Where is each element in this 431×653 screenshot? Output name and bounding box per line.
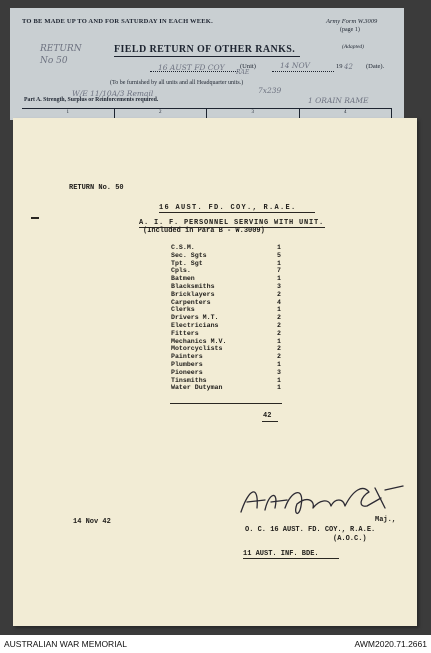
form-adapted-label: (Adapted) — [342, 44, 364, 50]
trade-count: 2 — [277, 329, 281, 337]
unit-label: (Unit) — [240, 63, 256, 70]
total-underline — [262, 421, 278, 422]
trade-count: 5 — [277, 251, 281, 259]
column-number: 2 — [115, 109, 208, 120]
trade-name: Sec. Sgts — [171, 251, 207, 259]
handwritten-unit: 16 AUST FD COY — [158, 63, 225, 72]
roster-row — [171, 260, 281, 268]
column-number: 4 — [300, 109, 393, 120]
trade-name: Pioneers — [171, 368, 203, 376]
roster-row — [171, 361, 281, 369]
form-page-number: (page 1) — [340, 27, 360, 33]
archive-footer — [0, 635, 431, 653]
trade-count: 1 — [277, 275, 281, 283]
trade-name: Blacksmiths — [171, 282, 215, 290]
handwritten-rae: RAE — [236, 69, 250, 76]
roster-row — [171, 330, 281, 338]
unit-heading-underline — [159, 212, 315, 213]
officer-commanding: O. C. 16 AUST. FD. COY., R.A.E. — [245, 526, 376, 534]
trade-name: Tinsmiths — [171, 376, 207, 384]
aoc-label: (A.O.C.) — [333, 535, 367, 543]
form-title-underline — [114, 56, 300, 57]
return-date: 14 Nov 42 — [73, 518, 111, 526]
roster-row — [171, 353, 281, 361]
roster-row — [171, 244, 281, 252]
date-dotted-line — [272, 71, 334, 72]
trade-count: 1 — [277, 244, 281, 251]
trade-count: 4 — [277, 298, 281, 306]
date-label: (Date). — [366, 63, 385, 70]
handwritten-reference: W/E 11/10A/3 Remail — [72, 89, 154, 98]
trade-count: 3 — [277, 282, 281, 290]
trade-name: Batmen — [171, 275, 195, 283]
trade-count: 1 — [277, 337, 281, 345]
institution-name: AUSTRALIAN WAR MEMORIAL — [4, 639, 127, 649]
trade-name: Cpls. — [171, 267, 191, 275]
roster-row — [171, 384, 281, 392]
return-number: RETURN No. 50 — [69, 184, 124, 192]
roster-row — [171, 299, 281, 307]
unit-heading: 16 AUST. FD. COY., R.A.E. — [159, 204, 297, 212]
trade-name: Clerks — [171, 306, 195, 314]
trade-name: Motorcyclists — [171, 345, 223, 353]
trade-name: Water Dutyman — [171, 384, 223, 392]
roster-row — [171, 377, 281, 385]
army-form-number: Army Form W.3009 — [326, 18, 378, 25]
trade-name: Fitters — [171, 329, 199, 337]
roster-row — [171, 322, 281, 330]
roster-row — [171, 291, 281, 299]
roster-row — [171, 283, 281, 291]
roster-total: 42 — [263, 412, 272, 420]
brigade-underline — [243, 558, 339, 559]
roster-row — [171, 275, 281, 283]
trade-name: Painters — [171, 353, 203, 361]
trade-count: 1 — [277, 259, 281, 267]
signatory-rank: Maj., — [375, 516, 397, 524]
handwritten-annotation-2: 1 ORAIN RAME — [308, 96, 369, 105]
aif-heading: A. I. F. PERSONNEL SERVING WITH UNIT. — [139, 219, 325, 227]
trade-name: Plumbers — [171, 360, 203, 368]
trade-name: Tpt. Sgt — [171, 259, 203, 267]
roster-row — [171, 314, 281, 322]
roster-row — [171, 369, 281, 377]
roster-row — [171, 345, 281, 353]
trade-count: 1 — [277, 376, 281, 384]
trade-count: 2 — [277, 353, 281, 361]
trade-count: 2 — [277, 345, 281, 353]
trade-name: Bricklayers — [171, 290, 215, 298]
form-title: FIELD RETURN OF OTHER RANKS. — [114, 44, 296, 55]
year-prefix: 19 — [336, 63, 343, 70]
trade-count: 7 — [277, 267, 281, 275]
roster-row — [171, 267, 281, 275]
brigade: 11 AUST. INF. BDE. — [243, 550, 319, 558]
trade-name: Electricians — [171, 321, 219, 329]
form-note: (To be furnished by all units and all Headquarter units.) — [110, 80, 244, 86]
trade-name: Mechanics M.V. — [171, 337, 227, 345]
roster-row — [171, 306, 281, 314]
trade-count: 1 — [277, 384, 281, 392]
trade-count: 3 — [277, 368, 281, 376]
margin-mark — [31, 217, 39, 219]
handwritten-year: 42 — [344, 63, 353, 71]
trade-count: 2 — [277, 290, 281, 298]
trade-count: 1 — [277, 306, 281, 314]
personnel-roster — [171, 244, 281, 392]
accession-number: AWM2020.71.2661 — [354, 639, 427, 649]
typed-return-sheet — [13, 118, 417, 626]
trade-name: Carpenters — [171, 298, 211, 306]
trade-name: Drivers M.T. — [171, 314, 219, 322]
roster-row — [171, 338, 281, 346]
column-number: 1 — [22, 109, 115, 120]
included-note: (Included in Para B - W.3009) — [143, 227, 265, 235]
army-form-w3009 — [10, 8, 404, 120]
part-a-heading: Part A. Strength, Surplus or Reinforcements required. — [24, 97, 159, 103]
column-number: 3 — [207, 109, 300, 120]
trade-count: 1 — [277, 360, 281, 368]
handwritten-date: 14 NOV — [280, 61, 310, 70]
handwritten-return-number: No 50 — [40, 56, 68, 66]
trade-count: 2 — [277, 314, 281, 322]
roster-row — [171, 252, 281, 260]
trade-name: C.S.M. — [171, 244, 195, 251]
roster-total-rule — [170, 403, 282, 404]
form-top-note: TO BE MADE UP TO AND FOR SATURDAY IN EACH WEEK. — [22, 18, 213, 25]
trade-count: 2 — [277, 321, 281, 329]
handwritten-return: RETURN — [40, 44, 82, 54]
handwritten-annotation: 7x239 — [258, 86, 282, 95]
